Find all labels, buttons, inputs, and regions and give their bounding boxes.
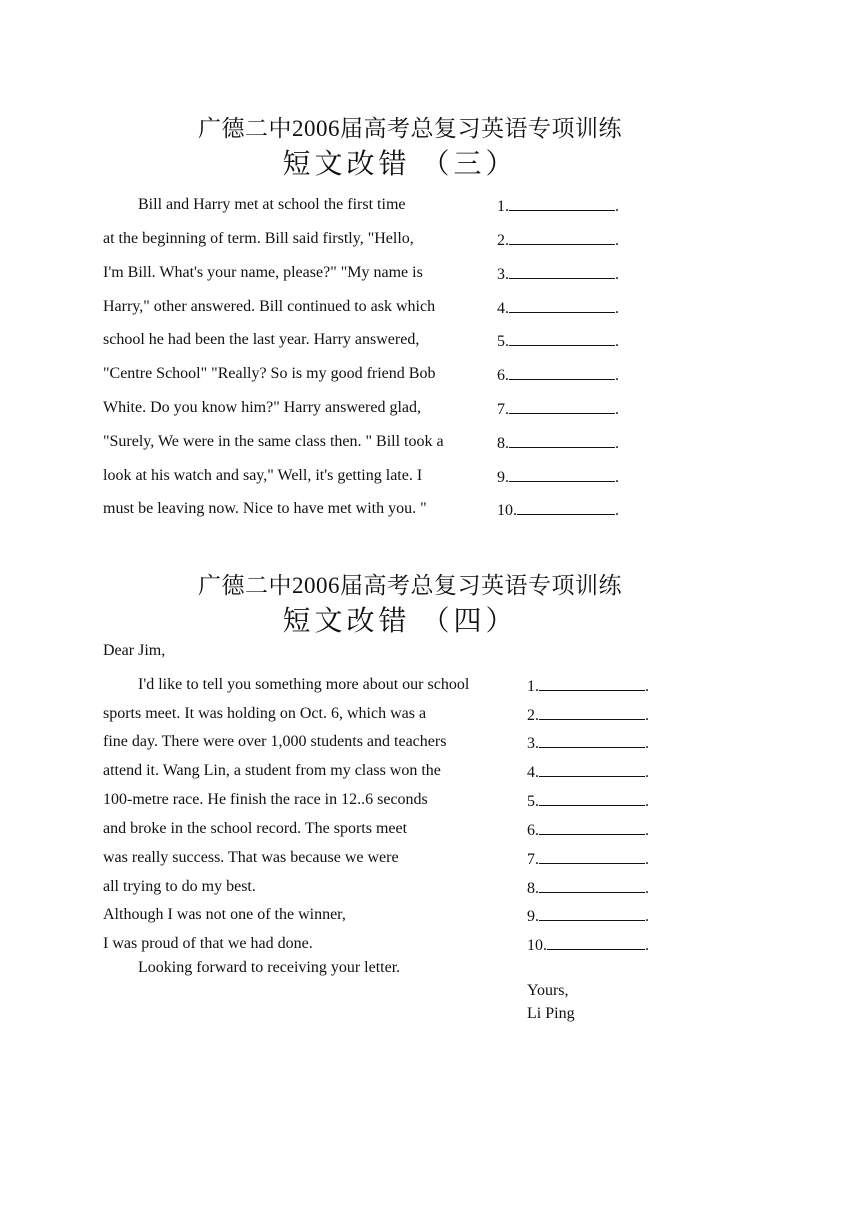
passage-line: and broke in the school record. The sports meet — [103, 820, 408, 837]
answer-number: 2. — [497, 232, 509, 249]
passage-line: at the beginning of term. Bill said firstly, "Hello, — [103, 230, 414, 247]
passage-line: fine day. There were over 1,000 students and teachers — [103, 733, 447, 750]
answer-number: 7. — [527, 851, 539, 868]
answer-number: 5. — [527, 793, 539, 810]
answer-blank[interactable]: 4. . — [497, 300, 619, 317]
answer-number: 8. — [497, 435, 509, 452]
answer-blank[interactable]: 9. . — [527, 908, 649, 925]
passage-line: I'm Bill. What's your name, please?" "My name is — [103, 264, 423, 281]
answer-number: 8. — [527, 880, 539, 897]
answer-number: 2. — [527, 707, 539, 724]
answer-blank[interactable]: 5. . — [527, 793, 649, 810]
passage-line: I'd like to tell you something more about our school — [138, 676, 470, 693]
answer-blank[interactable]: 6. . — [497, 367, 619, 384]
answer-blank[interactable]: 8. . — [527, 880, 649, 897]
answer-number: 4. — [497, 300, 509, 317]
answer-blank[interactable]: 8. . — [497, 435, 619, 452]
passage-line: "Surely, We were in the same class then. " Bill took a — [103, 433, 444, 450]
answer-number: 10. — [527, 937, 547, 954]
letter-sign-off: Yours, — [527, 982, 569, 999]
answer-number: 10. — [497, 502, 517, 519]
letter-closing-line: Looking forward to receiving your letter. — [138, 959, 401, 976]
section-4-title: 短文改错 （四） — [282, 606, 518, 637]
answer-number: 6. — [527, 822, 539, 839]
answer-blank[interactable]: 7. . — [527, 851, 649, 868]
answer-blank[interactable]: 3. . — [497, 266, 619, 283]
passage-line: White. Do you know him?" Harry answered glad, — [103, 399, 421, 416]
letter-greeting: Dear Jim, — [103, 642, 166, 659]
answer-number: 1. — [497, 198, 509, 215]
passage-line: I was proud of that we had done. — [103, 935, 313, 952]
answer-blank[interactable]: 6. . — [527, 822, 649, 839]
letter-signature: Li Ping — [527, 1005, 575, 1022]
answer-blank[interactable]: 7. . — [497, 401, 619, 418]
passage-line: "Centre School" "Really? So is my good friend Bob — [103, 365, 436, 382]
answer-blank[interactable]: 4. . — [527, 764, 649, 781]
answer-blank[interactable]: 10. . — [497, 502, 619, 519]
answer-blank[interactable]: 5. . — [497, 333, 619, 350]
passage-line: attend it. Wang Lin, a student from my class won the — [103, 762, 441, 779]
passage-line: Although I was not one of the winner, — [103, 906, 346, 923]
answer-number: 4. — [527, 764, 539, 781]
answer-number: 3. — [497, 266, 509, 283]
passage-line: school he had been the last year. Harry answered, — [103, 331, 420, 348]
section-3-title: 短文改错 （三） — [282, 149, 518, 180]
answer-number: 9. — [527, 908, 539, 925]
section-3-school-title: 广德二中2006届高考总复习英语专项训练 — [198, 116, 622, 141]
passage-line: Bill and Harry met at school the first time — [138, 196, 406, 213]
answer-blank[interactable]: 1. . — [527, 678, 649, 695]
answer-blank[interactable]: 9. . — [497, 469, 619, 486]
answer-number: 3. — [527, 735, 539, 752]
passage-line: was really success. That was because we were — [103, 849, 399, 866]
passage-line: 100-metre race. He finish the race in 12..6 seconds — [103, 791, 428, 808]
passage-line: look at his watch and say," Well, it's getting late. I — [103, 467, 423, 484]
passage-line: all trying to do my best. — [103, 878, 256, 895]
answer-blank[interactable]: 2. . — [497, 232, 619, 249]
answer-number: 1. — [527, 678, 539, 695]
answer-blank[interactable]: 10. . — [527, 937, 649, 954]
answer-blank[interactable]: 3. . — [527, 735, 649, 752]
answer-number: 9. — [497, 469, 509, 486]
answer-blank[interactable]: 2. . — [527, 707, 649, 724]
answer-number: 5. — [497, 333, 509, 350]
passage-line: sports meet. It was holding on Oct. 6, which was a — [103, 705, 427, 722]
passage-line: must be leaving now. Nice to have met with you. " — [103, 500, 427, 517]
section-4-school-title: 广德二中2006届高考总复习英语专项训练 — [198, 573, 622, 598]
passage-line: Harry," other answered. Bill continued to ask which — [103, 298, 436, 315]
answer-number: 6. — [497, 367, 509, 384]
answer-number: 7. — [497, 401, 509, 418]
answer-blank[interactable]: 1. . — [497, 198, 619, 215]
